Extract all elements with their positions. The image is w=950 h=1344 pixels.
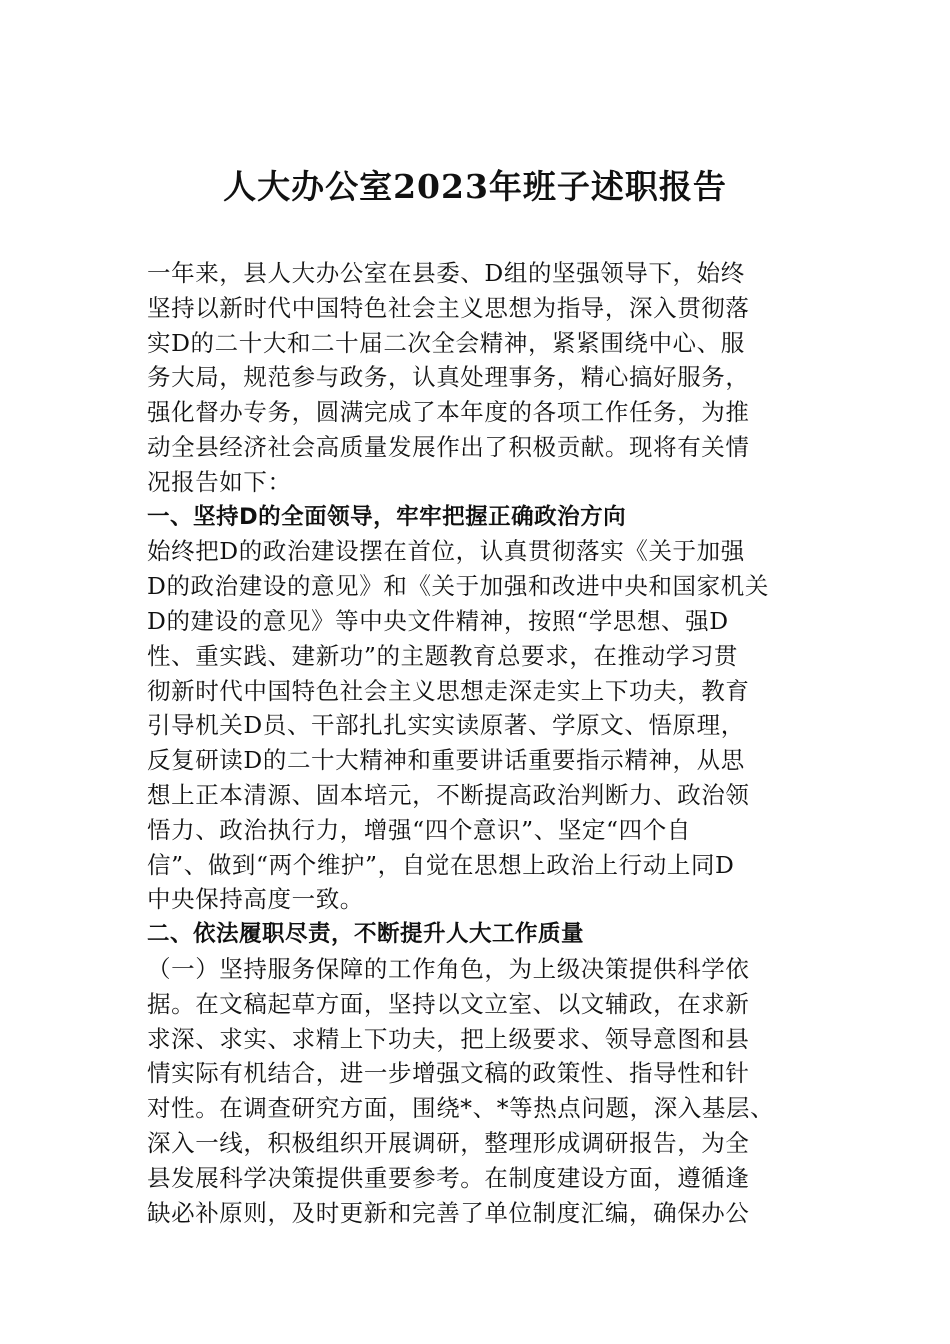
paragraph-line: （一）坚持服务保障的工作角色，为上级决策提供科学依 <box>147 954 750 983</box>
paragraph-line: 务大局，规范参与政务，认真处理事务，精心搞好服务， <box>147 363 750 392</box>
paragraph-line: 缺必补原则，及时更新和完善了单位制度汇编，确保办公 <box>147 1198 750 1227</box>
paragraph-line: 求深、求实、求精上下功夫，把上级要求、领导意图和县 <box>147 1024 750 1053</box>
paragraph-line: 反复研读D的二十大精神和重要讲话重要指示精神，从思 <box>147 746 745 775</box>
section-heading: 二、依法履职尽责，不断提升人大工作质量 <box>147 921 585 948</box>
paragraph-line: 想上正本清源、固本培元，不断提高政治判断力、政治领 <box>147 780 750 809</box>
paragraph-line: 动全县经济社会高质量发展作出了积极贡献。现将有关情 <box>147 432 750 461</box>
paragraph-line: 悟力、政治执行力，增强“四个意识”、坚定“四个自 <box>147 815 691 844</box>
paragraph-line: 一年来，县人大办公室在县委、D组的坚强领导下，始终 <box>147 259 745 287</box>
paragraph-line: D的政治建设的意见》和《关于加强和改进中央和国家机关 <box>147 572 769 601</box>
paragraph-line: 情实际有机结合，进一步增强文稿的政策性、指导性和针 <box>147 1059 750 1088</box>
paragraph-line: 彻新时代中国特色社会主义思想走深走实上下功夫，教育 <box>147 676 750 705</box>
section-heading: 一、坚持D的全面领导，牢牢把握正确政治方向 <box>147 503 627 530</box>
document-title: 人大办公室2023年班子述职报告 <box>223 167 727 206</box>
paragraph-line: 性、重实践、建新功”的主题教育总要求，在推动学习贯 <box>147 641 739 670</box>
paragraph-line: 强化督办专务，圆满完成了本年度的各项工作任务，为推 <box>147 398 750 427</box>
paragraph-line: 深入一线，积极组织开展调研，整理形成调研报告，为全 <box>147 1128 750 1157</box>
paragraph-line: 对性。在调查研究方面，围绕*、*等热点问题，深入基层、 <box>147 1094 775 1123</box>
paragraph-line: 始终把D的政治建设摆在首位，认真贯彻落实《关于加强 <box>147 537 745 566</box>
paragraph-line: D的建设的意见》等中央文件精神，按照“学思想、强D <box>147 606 729 635</box>
paragraph-line: 实D的二十大和二十届二次全会精神，紧紧围绕中心、服 <box>147 328 745 357</box>
paragraph-line: 中央保持高度一致。 <box>147 885 364 914</box>
paragraph-line: 坚持以新时代中国特色社会主义思想为指导，深入贯彻落 <box>147 293 750 322</box>
document-body <box>147 256 827 1230</box>
paragraph-line: 据。在文稿起草方面，坚持以文立室、以文辅政，在求新 <box>147 989 750 1018</box>
paragraph-line: 引导机关D员、干部扎扎实实读原著、学原文、悟原理， <box>147 711 745 740</box>
paragraph-line: 信”、做到“两个维护”，自觉在思想上政治上行动上同D <box>147 850 735 879</box>
paragraph-line: 县发展科学决策提供重要参考。在制度建设方面，遵循逢 <box>147 1163 750 1192</box>
paragraph-line: 况报告如下： <box>147 467 292 496</box>
